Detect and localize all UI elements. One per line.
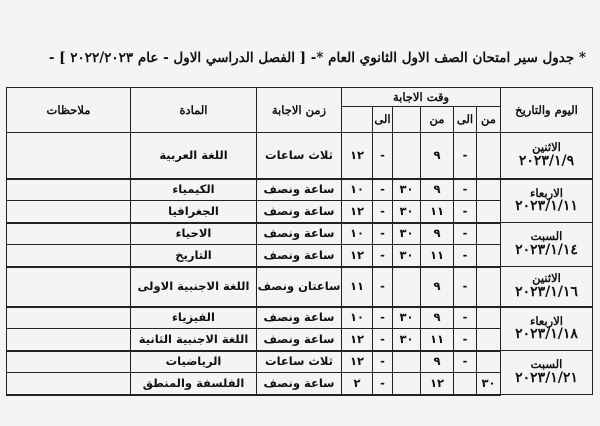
time-from-minutes xyxy=(477,201,501,223)
header-day-date: اليوم والتاريخ xyxy=(501,88,593,133)
header-blank xyxy=(393,107,421,133)
page-title: * جدول سير امتحان الصف الاول الثانوي العام *- [ الفصل الدراسي الاول - عام ٢٠٢٢/٢٠٢٣ ] - xyxy=(48,50,586,66)
time-from-minutes xyxy=(477,245,501,267)
time-separator: - xyxy=(373,201,393,223)
notes-cell xyxy=(7,307,131,329)
subject-cell: الفيزياء xyxy=(131,307,257,329)
header-to: الى xyxy=(373,107,393,133)
time-start-minutes: ٣٠ xyxy=(393,179,421,201)
notes-cell xyxy=(7,201,131,223)
time-start-hour: ١١ xyxy=(421,329,454,351)
day-name: السبت xyxy=(530,357,563,372)
time-separator: - xyxy=(373,179,393,201)
time-start-minutes xyxy=(393,267,421,307)
time-from-minutes xyxy=(477,329,501,351)
day-name: الاثنين xyxy=(532,271,561,286)
duration-cell: ساعة ونصف xyxy=(257,307,342,329)
time-end-hour: ١٢ xyxy=(342,351,373,373)
time-from-minutes xyxy=(477,223,501,245)
table-row xyxy=(7,133,593,179)
notes-cell xyxy=(7,267,131,307)
table-row xyxy=(7,223,593,245)
duration-cell: ساعة ونصف xyxy=(257,329,342,351)
time-end-hour: ١٠ xyxy=(342,307,373,329)
exam-date: ٢٠٢٣/١/١٤ xyxy=(515,242,578,259)
time-from-minutes xyxy=(477,179,501,201)
duration-cell: ساعة ونصف xyxy=(257,179,342,201)
time-from-hour: - xyxy=(454,267,477,307)
time-from-minutes xyxy=(477,133,501,179)
time-start-hour: ١٢ xyxy=(421,373,454,395)
notes-cell xyxy=(7,351,131,373)
notes-cell xyxy=(7,245,131,267)
exam-schedule-table xyxy=(6,87,593,396)
subject-cell: التاريخ xyxy=(131,245,257,267)
day-name: السبت xyxy=(530,229,563,244)
header-answer-time: وقت الاجابة xyxy=(342,88,501,107)
time-end-hour: ١٢ xyxy=(342,201,373,223)
notes-cell xyxy=(7,223,131,245)
time-start-hour: ١١ xyxy=(421,201,454,223)
table-row xyxy=(7,307,593,329)
time-separator: - xyxy=(373,223,393,245)
time-start-hour: ٩ xyxy=(421,307,454,329)
time-start-minutes: ٣٠ xyxy=(393,201,421,223)
table-row xyxy=(7,351,593,373)
exam-date: ٢٠٢٣/١/٢١ xyxy=(515,370,578,387)
header-duration: زمن الاجابة xyxy=(257,88,342,133)
time-start-minutes: ٣٠ xyxy=(393,245,421,267)
time-from-hour: - xyxy=(454,329,477,351)
time-from-hour: - xyxy=(454,179,477,201)
header-subject: المادة xyxy=(131,88,257,133)
time-from-hour: - xyxy=(454,133,477,179)
time-separator: - xyxy=(373,329,393,351)
table-row xyxy=(7,179,593,201)
time-from-minutes xyxy=(477,351,501,373)
time-start-minutes: ٣٠ xyxy=(393,329,421,351)
time-from-hour: - xyxy=(454,201,477,223)
exam-date: ٢٠٢٣/١/١١ xyxy=(515,198,578,215)
subject-cell: الفلسفة والمنطق xyxy=(131,373,257,395)
subject-cell: الكيمياء xyxy=(131,179,257,201)
time-end-hour: ١١ xyxy=(342,267,373,307)
time-end-hour: ١٢ xyxy=(342,133,373,179)
duration-cell: ساعة ونصف xyxy=(257,373,342,395)
subject-cell: الاحياء xyxy=(131,223,257,245)
time-from-hour: - xyxy=(454,351,477,373)
day-date-cell xyxy=(501,179,593,223)
time-separator: - xyxy=(373,351,393,373)
day-date-cell xyxy=(501,223,593,267)
header-notes: ملاحظات xyxy=(7,88,131,133)
time-start-minutes: ٣٠ xyxy=(393,223,421,245)
notes-cell xyxy=(7,179,131,201)
duration-cell: ساعة ونصف xyxy=(257,223,342,245)
exam-date: ٢٠٢٣/١/١٦ xyxy=(515,283,578,300)
subject-cell: الجغرافيا xyxy=(131,201,257,223)
time-end-hour: ١٠ xyxy=(342,179,373,201)
time-from-hour: - xyxy=(454,245,477,267)
time-from-hour xyxy=(454,373,477,395)
time-end-hour: ١٢ xyxy=(342,329,373,351)
subject-cell: اللغة العربية xyxy=(131,133,257,179)
time-start-minutes xyxy=(393,373,421,395)
header-to: الى xyxy=(454,107,477,133)
notes-cell xyxy=(7,133,131,179)
time-start-minutes xyxy=(393,133,421,179)
duration-cell: ثلاث ساعات xyxy=(257,133,342,179)
header-blank xyxy=(342,107,373,133)
time-start-minutes xyxy=(393,351,421,373)
time-from-minutes xyxy=(477,267,501,307)
day-name: الاربعاء xyxy=(530,313,563,328)
time-from-hour: - xyxy=(454,223,477,245)
time-separator: - xyxy=(373,245,393,267)
time-start-hour: ٩ xyxy=(421,179,454,201)
subject-cell: اللغة الاجنبية الثانية xyxy=(131,329,257,351)
notes-cell xyxy=(7,329,131,351)
time-end-hour: ١٢ xyxy=(342,245,373,267)
day-date-cell xyxy=(501,133,593,179)
time-start-hour: ١١ xyxy=(421,245,454,267)
subject-cell: الرياضيات xyxy=(131,351,257,373)
duration-cell: ساعة ونصف xyxy=(257,201,342,223)
time-end-hour: ١٠ xyxy=(342,223,373,245)
time-separator: - xyxy=(373,267,393,307)
duration-cell: ساعة ونصف xyxy=(257,245,342,267)
time-separator: - xyxy=(373,133,393,179)
time-separator: - xyxy=(373,307,393,329)
subject-cell: اللغة الاجنبية الاولى xyxy=(131,267,257,307)
time-start-hour: ٩ xyxy=(421,351,454,373)
day-name: الاثنين xyxy=(532,140,561,155)
day-date-cell xyxy=(501,351,593,395)
day-date-cell xyxy=(501,267,593,307)
time-start-minutes: ٣٠ xyxy=(393,307,421,329)
time-start-hour: ٩ xyxy=(421,223,454,245)
duration-cell: ساعتان ونصف xyxy=(257,267,342,307)
header-from: من xyxy=(421,107,454,133)
notes-cell xyxy=(7,373,131,395)
duration-cell: ثلاث ساعات xyxy=(257,351,342,373)
table-row xyxy=(7,267,593,307)
exam-date: ٢٠٢٣/١/١٨ xyxy=(515,326,578,343)
time-start-hour: ٩ xyxy=(421,133,454,179)
exam-date: ٢٠٢٣/١/٩ xyxy=(518,152,575,169)
day-date-cell xyxy=(501,307,593,351)
time-from-minutes: ٣٠ xyxy=(477,373,501,395)
header-from: من xyxy=(477,107,501,133)
day-name: الاربعاء xyxy=(530,185,563,200)
time-end-hour: ٢ xyxy=(342,373,373,395)
time-separator: - xyxy=(373,373,393,395)
time-from-minutes xyxy=(477,307,501,329)
time-start-hour: ٩ xyxy=(421,267,454,307)
time-from-hour: - xyxy=(454,307,477,329)
